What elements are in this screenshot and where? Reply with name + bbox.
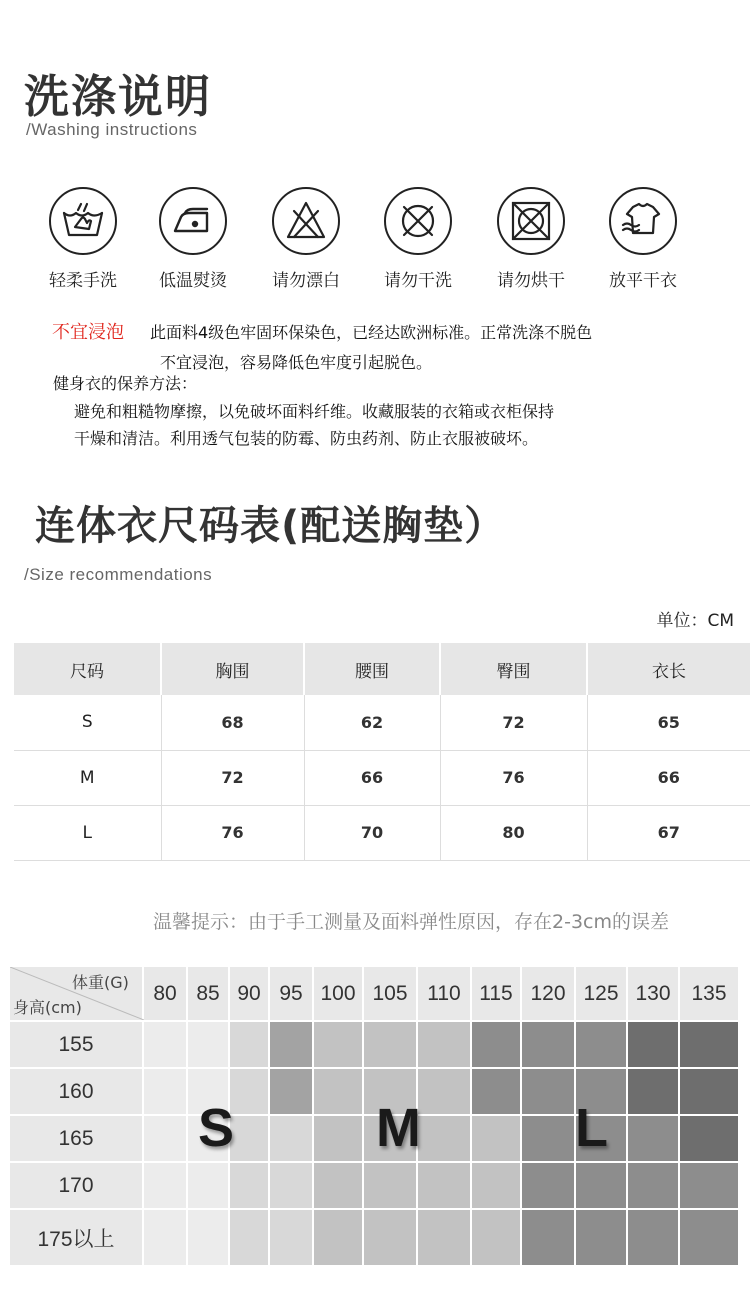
height-axis-label: 身高(cm) [13,998,82,1017]
length-cell: 65 [587,695,750,750]
care-icons [30,187,710,297]
care-item-dry-flat [588,187,698,291]
weight-tick: 130 [628,967,680,1020]
chart-cell [270,1020,314,1067]
weight-tick: 115 [472,967,522,1020]
chart-cell [230,1067,270,1114]
care-item-no-dry-clean [363,187,473,291]
chart-cell [144,1161,188,1208]
height-weight-chart [10,967,742,1271]
height-tick: 170 [10,1161,144,1208]
height-tick: 165 [10,1114,144,1161]
chart-cell [576,1020,628,1067]
chart-cell [314,1208,364,1265]
size-table [14,643,750,861]
weight-tick: 100 [314,967,364,1020]
weight-tick: 95 [270,967,314,1020]
chart-cell [628,1208,680,1265]
chart-cell [364,1208,418,1265]
chart-cell [680,1067,740,1114]
care-label: 轻柔手洗 [49,271,117,291]
chart-cell [576,1161,628,1208]
chart-cell [522,1208,576,1265]
weight-axis-label: 体重(G) [72,973,129,992]
care-line-2: 干燥和清洁。利用透气包装的防霉、防虫药剂、防止衣服被破坏。 [74,429,539,448]
weight-tick: 80 [144,967,188,1020]
size-title: 连体衣尺码表(配送胸垫） [35,503,506,549]
no-soak-warning: 不宜浸泡 [52,322,124,343]
chart-cell [314,1067,364,1114]
chart-cell [230,1208,270,1265]
chart-cell [522,1067,576,1114]
chart-cell [628,1114,680,1161]
header-length: 衣长 [587,643,750,695]
height-tick: 175以上 [10,1208,144,1265]
length-cell: 67 [587,805,750,860]
chart-cell [270,1208,314,1265]
no-bleach-icon [272,187,340,255]
unit-label: 单位：CM [656,611,734,631]
chart-cell [472,1208,522,1265]
chart-cell [522,1161,576,1208]
chart-cell [270,1161,314,1208]
chart-cell [314,1020,364,1067]
hip-cell: 76 [440,750,587,805]
chart-cell [680,1114,740,1161]
chart-cell [270,1067,314,1114]
weight-tick: 105 [364,967,418,1020]
hip-cell: 72 [440,695,587,750]
chart-cell [418,1020,472,1067]
header-size: 尺码 [14,643,161,695]
chart-cell [188,1020,230,1067]
no-tumble-dry-icon [497,187,565,255]
weight-tick: 135 [680,967,740,1020]
chart-cell [418,1114,472,1161]
chart-cell [522,1020,576,1067]
dry-flat-icon [609,187,677,255]
chart-cell [418,1161,472,1208]
chart-cell [270,1114,314,1161]
header-waist: 腰围 [304,643,440,695]
care-label: 请勿干洗 [384,271,452,291]
bust-cell: 76 [161,805,304,860]
care-title: 健身衣的保养方法： [53,374,198,393]
chart-cell [230,1020,270,1067]
care-label: 放平干衣 [609,271,677,291]
chart-cell [314,1161,364,1208]
chart-cell [680,1161,740,1208]
note-line-2: 不宜浸泡，容易降低色牢度引起脱色。 [160,353,433,372]
waist-cell: 62 [304,695,440,750]
care-item-no-bleach [251,187,361,291]
chart-cell [628,1020,680,1067]
header-bust: 胸围 [161,643,304,695]
care-item-hand-wash [28,187,138,291]
washing-title: 洗涤说明 [24,70,213,123]
size-cell: M [14,750,161,805]
chart-cell [144,1067,188,1114]
chart-cell [188,1208,230,1265]
measurement-tip: 温馨提示：由于手工测量及面料弹性原因，存在2-3cm的误差 [153,911,669,933]
chart-cell [576,1208,628,1265]
waist-cell: 66 [304,750,440,805]
size-zone-label-l: L [575,1098,608,1158]
header-hip: 臀围 [440,643,587,695]
weight-tick: 120 [522,967,576,1020]
no-dry-clean-icon [384,187,452,255]
chart-cell [472,1067,522,1114]
height-tick: 155 [10,1020,144,1067]
chart-cell [418,1067,472,1114]
table-row [14,805,750,860]
weight-tick: 110 [418,967,472,1020]
weight-tick: 125 [576,967,628,1020]
chart-cell [144,1020,188,1067]
chart-cell [472,1114,522,1161]
chart-cell [522,1114,576,1161]
chart-cell [472,1020,522,1067]
length-cell: 66 [587,750,750,805]
care-label: 请勿烘干 [497,271,565,291]
care-line-1: 避免和粗糙物摩擦，以免破坏面料纤维。收藏服装的衣箱或衣柜保持 [74,402,555,421]
bust-cell: 72 [161,750,304,805]
hip-cell: 80 [440,805,587,860]
bust-cell: 68 [161,695,304,750]
chart-cell [230,1161,270,1208]
chart-cell [188,1161,230,1208]
chart-cell [628,1161,680,1208]
chart-cell [628,1067,680,1114]
hand-wash-icon [49,187,117,255]
chart-cell [144,1114,188,1161]
weight-tick: 90 [230,967,270,1020]
table-row [14,750,750,805]
note-line-1: 此面料4级色牢固环保染色，已经达欧洲标准。正常洗涤不脱色 [150,323,593,342]
chart-cell [364,1161,418,1208]
weight-tick: 85 [188,967,230,1020]
size-subtitle: /Size recommendations [24,565,213,584]
chart-cell [472,1161,522,1208]
height-tick: 160 [10,1067,144,1114]
care-item-no-tumble-dry [476,187,586,291]
table-header-row [14,643,750,695]
waist-cell: 70 [304,805,440,860]
washing-subtitle: /Washing instructions [26,120,198,139]
care-label: 请勿漂白 [272,271,340,291]
chart-cell [144,1208,188,1265]
low-iron-icon [159,187,227,255]
chart-cell [680,1020,740,1067]
table-row [14,695,750,750]
chart-cell [680,1208,740,1265]
chart-cell [364,1020,418,1067]
care-label: 低温熨烫 [159,271,227,291]
chart-cell [314,1114,364,1161]
chart-cell [230,1114,270,1161]
size-cell: S [14,695,161,750]
size-zone-label-s: S [198,1098,235,1158]
size-cell: L [14,805,161,860]
care-item-low-iron [138,187,248,291]
size-zone-label-m: M [376,1098,421,1158]
chart-cell [418,1208,472,1265]
